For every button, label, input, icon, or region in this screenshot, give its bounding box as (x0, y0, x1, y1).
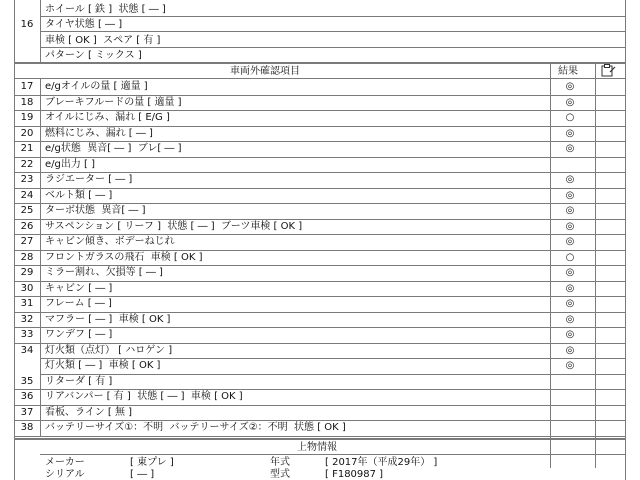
row-number: 37 (20, 406, 34, 418)
row-number: 30 (20, 282, 34, 294)
pattern-line: パターン [ ミックス ] (45, 50, 142, 61)
result-mark: ◎ (565, 127, 575, 139)
result-mark: ◎ (565, 329, 575, 340)
result-mark: ◎ (565, 344, 575, 356)
row-separator (14, 436, 626, 437)
result-mark: ◎ (565, 143, 575, 154)
row-number: 32 (20, 313, 34, 325)
row-number: 34 (20, 344, 34, 356)
row-line (40, 16, 625, 17)
inspection-spare-line: 車検 [ OK ] スペア [ 有 ] (45, 35, 161, 46)
model-label: 型式 (270, 469, 290, 480)
inspection-item: キャビン傾き、ボデーねじれ (45, 236, 175, 247)
result-mark: ◎ (565, 96, 575, 108)
clipboard-icon (600, 64, 616, 82)
wheel-line: ホイール [ 鉄 ] 状態 [ ― ] (45, 4, 166, 15)
result-mark: ◎ (565, 189, 575, 201)
inspection-item: 灯火類 [ ― ] 車検 [ OK ] (45, 360, 161, 371)
row-number: 25 (20, 205, 34, 216)
result-mark: ◎ (565, 313, 575, 325)
serial-label: シリアル (45, 469, 85, 480)
row-separator (14, 157, 626, 158)
result-mark: ◎ (565, 298, 575, 309)
row-number: 29 (20, 267, 34, 278)
tire-line: タイヤ状態 [ ― ] (45, 19, 123, 30)
inspection-title: 車両外確認項目 (230, 66, 300, 77)
result-mark: ◎ (565, 282, 575, 294)
row-number: 38 (20, 422, 34, 433)
year-value: [ 2017年（平成29年） ] (325, 457, 438, 468)
inspection-item: e/gオイルの量 [ 適量 ] (45, 81, 148, 92)
result-mark: ◎ (565, 220, 575, 232)
inspection-item: フロントガラスの飛石 車検 [ OK ] (45, 251, 203, 263)
result-mark: ◎ (565, 205, 575, 216)
inspection-item: ラジエーター [ ― ] (45, 174, 133, 185)
inspection-item: バッテリーサイズ①：不明 バッテリーサイズ②：不明 状態 [ OK ] (45, 422, 346, 433)
year-label: 年式 (270, 457, 290, 468)
result-mark: ◎ (565, 81, 575, 92)
inspection-item: 看板、ライン [ 無 ] (45, 406, 133, 418)
right-border (625, 0, 626, 480)
result-mark: ◎ (565, 174, 575, 185)
row-number: 36 (20, 391, 34, 402)
row-number: 23 (20, 174, 34, 185)
row-number: 26 (20, 220, 34, 232)
row-line (40, 31, 625, 32)
inspection-item: フレーム [ ― ] (45, 298, 112, 309)
row-number: 33 (20, 329, 34, 340)
inspection-item: e/g状態 異音[ ― ] ブレ[ ― ] (45, 143, 182, 154)
row-number: 20 (20, 127, 34, 139)
inspection-item: リアバンパー [ 有 ] 状態 [ ― ] 車検 [ OK ] (45, 391, 243, 402)
inspection-item: ブレーキフルードの量 [ 適量 ] (45, 96, 182, 108)
row-separator (40, 374, 625, 375)
number-col-divider (40, 78, 41, 436)
result-mark: ◎ (565, 267, 575, 278)
row-number: 24 (20, 189, 34, 201)
maker-value: [ 東プレ ] (130, 457, 174, 468)
inspection-item: 灯火類（点灯） [ ハロゲン ] (45, 344, 173, 356)
model-value: [ F180987 ] (325, 469, 384, 480)
inspection-item: e/g出力 [ ] (45, 158, 96, 170)
inspection-item: ターボ状態 異音[ ― ] (45, 205, 146, 216)
row-number: 22 (20, 158, 34, 170)
inspection-item: マフラー [ ― ] 車検 [ OK ] (45, 313, 171, 325)
row-number: 21 (20, 143, 34, 154)
row-number: 27 (20, 236, 34, 247)
section-divider (14, 62, 626, 64)
result-mark: ○ (565, 112, 575, 123)
inspection-item: サスペンション [ リーフ ] 状態 [ ― ] ブーツ車検 [ OK ] (45, 220, 303, 232)
inspection-item: ミラー割れ、欠損等 [ ― ] (45, 267, 163, 278)
row-number: 35 (20, 375, 34, 387)
row-16-number: 16 (20, 19, 34, 30)
maker-label: メーカー (45, 457, 85, 468)
inspection-item: キャビン [ ― ] (45, 282, 113, 294)
inspection-item: リターダ [ 有 ] (45, 375, 113, 387)
serial-value: [ ― ] (130, 469, 155, 480)
result-mark: ◎ (565, 236, 575, 247)
inspection-item: ワンデフ [ ― ] (45, 329, 113, 340)
row-number: 28 (20, 251, 34, 263)
row-number: 19 (20, 112, 34, 123)
row-number: 18 (20, 96, 34, 108)
inspection-item: ベルト類 [ ― ] (45, 189, 113, 201)
result-mark: ○ (565, 251, 575, 263)
result-header: 結果 (558, 66, 578, 77)
upper-info-title: 上物情報 (297, 442, 337, 453)
inspection-item: 燃料にじみ、漏れ [ ― ] (45, 127, 153, 139)
row-number: 17 (20, 81, 34, 92)
inspection-item: オイルにじみ、漏れ [ E/G ] (45, 112, 170, 123)
row-number: 31 (20, 298, 34, 309)
result-mark: ◎ (565, 360, 575, 371)
